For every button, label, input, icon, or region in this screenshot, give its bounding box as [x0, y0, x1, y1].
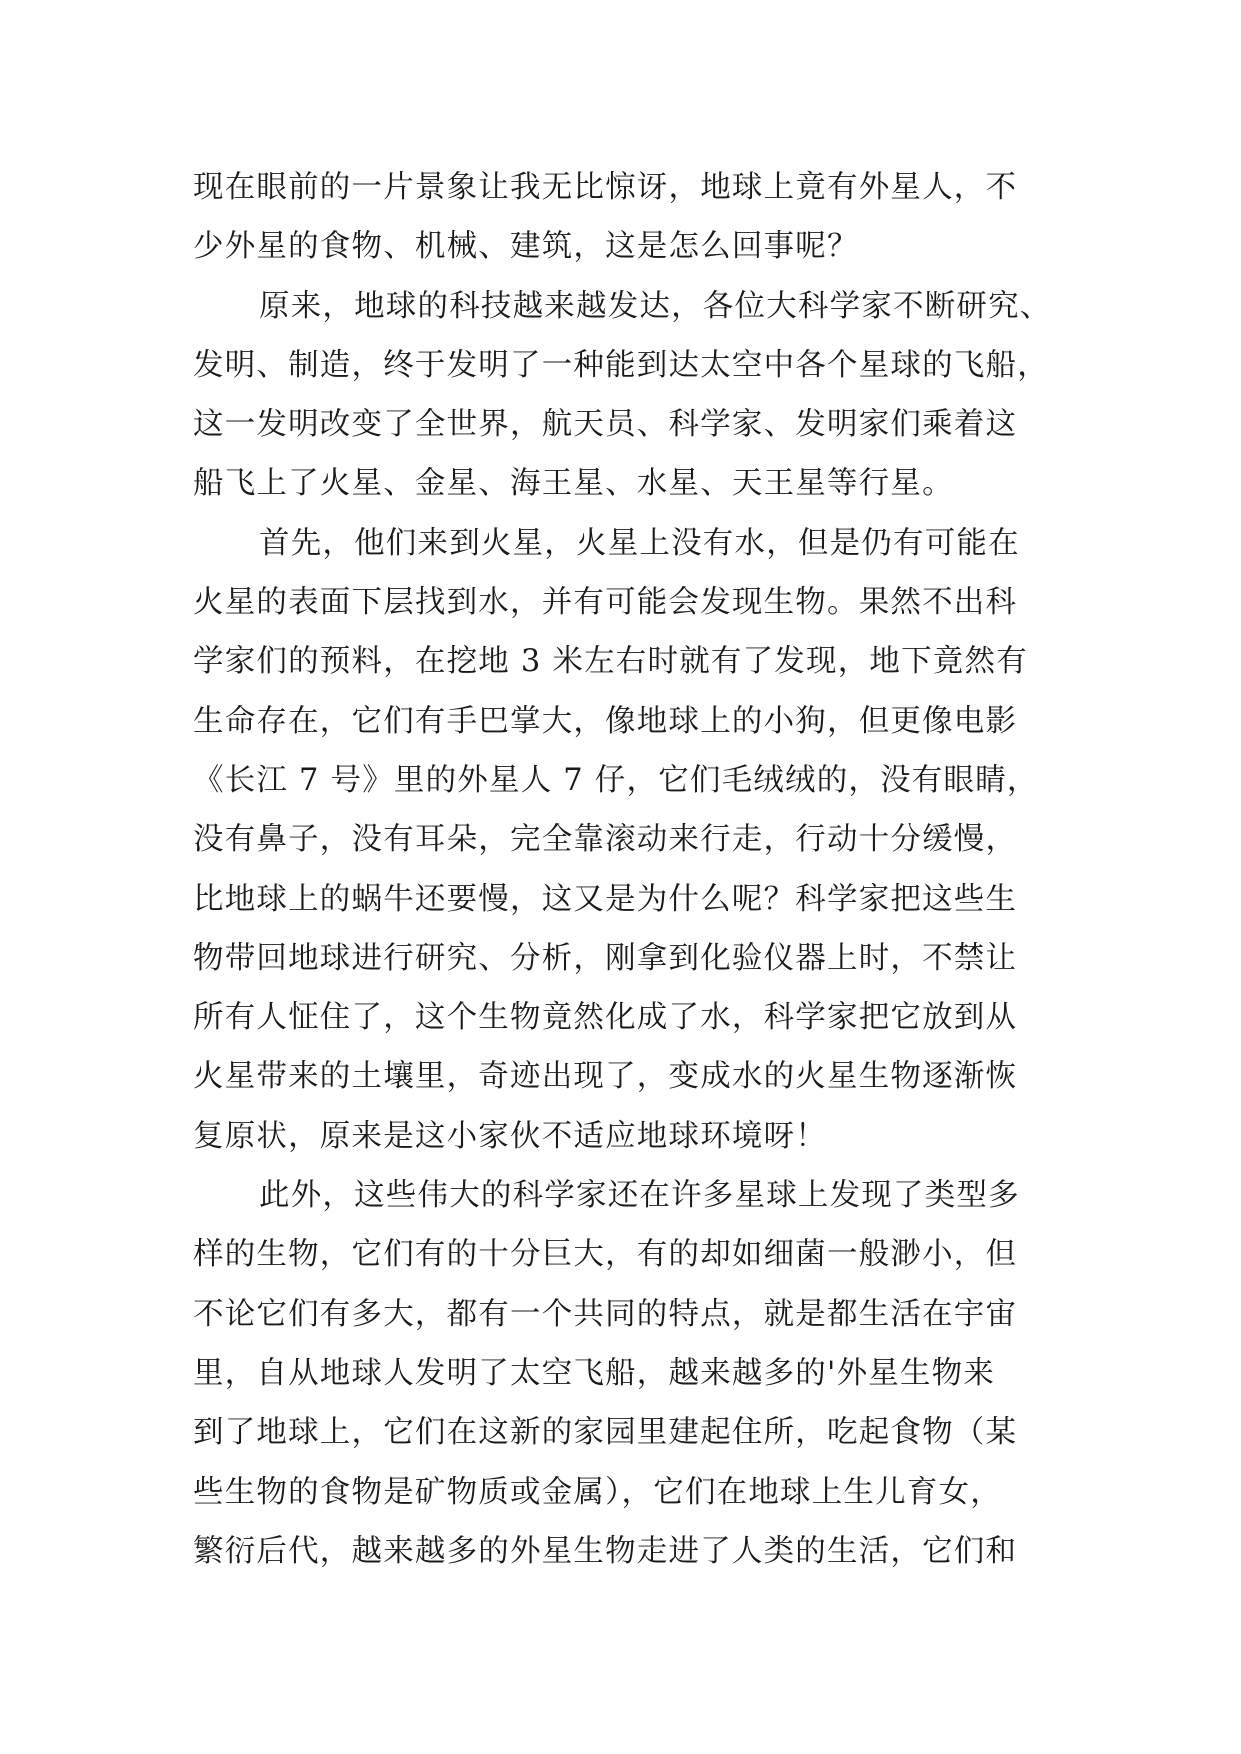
- text-line: 不论它们有多大，都有一个共同的特点，就是都生活在宇宙: [193, 1296, 1018, 1332]
- text-line: 比地球上的蜗牛还要慢，这又是为什么呢？科学家把这些生: [193, 881, 1018, 917]
- text-line: 所有人怔住了，这个生物竟然化成了水，科学家把它放到从: [193, 1000, 1018, 1036]
- paragraph-start-line: 原来，地球的科技越来越发达，各位大科学家不断研究、: [259, 288, 1052, 324]
- text-line: 这一发明改变了全世界，航天员、科学家、发明家们乘着这: [193, 407, 1018, 443]
- paragraph-start-line: 首先，他们来到火星，火星上没有水，但是仍有可能在: [259, 525, 1020, 561]
- text-line: 发明、制造，终于发明了一种能到达太空中各个星球的飞船，: [193, 347, 1049, 383]
- text-line: 没有鼻子，没有耳朵，完全靠滚动来行走，行动十分缓慢，: [193, 822, 1018, 858]
- text-line: 到了地球上，它们在这新的家园里建起住所，吃起食物（某: [193, 1415, 1018, 1451]
- text-line: 少外星的食物、机械、建筑，这是怎么回事呢？: [193, 229, 859, 265]
- text-line: 繁衍后代，越来越多的外星生物走进了人类的生活，它们和: [193, 1533, 1018, 1569]
- text-line: 现在眼前的一片景象让我无比惊讶，地球上竟有外星人，不: [193, 170, 1018, 205]
- text-line: 船飞上了火星、金星、海王星、水星、天王星等行星。: [193, 466, 954, 502]
- text-line: 复原状，原来是这小家伙不适应地球环境呀！: [193, 1118, 827, 1154]
- text-line: 物带回地球进行研究、分析，刚拿到化验仪器上时，不禁让: [193, 940, 1018, 976]
- text-line: 火星带来的土壤里，奇迹出现了，变成水的火星生物逐渐恢: [193, 1059, 1018, 1095]
- essay-text: [193, 158, 1053, 1581]
- text-line: 火星的表面下层找到水，并有可能会发现生物。果然不出科: [193, 585, 1018, 621]
- text-line: 里，自从地球人发明了太空飞船，越来越多的'外星生物来: [193, 1355, 996, 1391]
- text-line: 样的生物，它们有的十分巨大，有的却如细菌一般渺小，但: [193, 1237, 1018, 1273]
- text-line: 生命存在，它们有手巴掌大，像地球上的小狗，但更像电影: [193, 703, 1018, 739]
- text-line: 学家们的预料，在挖地 3 米左右时就有了发现，地下竟然有: [193, 644, 1028, 680]
- paragraph-start-line: 此外，这些伟大的科学家还在许多星球上发现了类型多: [259, 1178, 1020, 1214]
- text-line: 《长江 7 号》里的外星人 7 仔，它们毛绒绒的，没有眼睛，: [193, 762, 1039, 798]
- text-line: 些生物的食物是矿物质或金属），它们在地球上生儿育女，: [193, 1474, 1002, 1510]
